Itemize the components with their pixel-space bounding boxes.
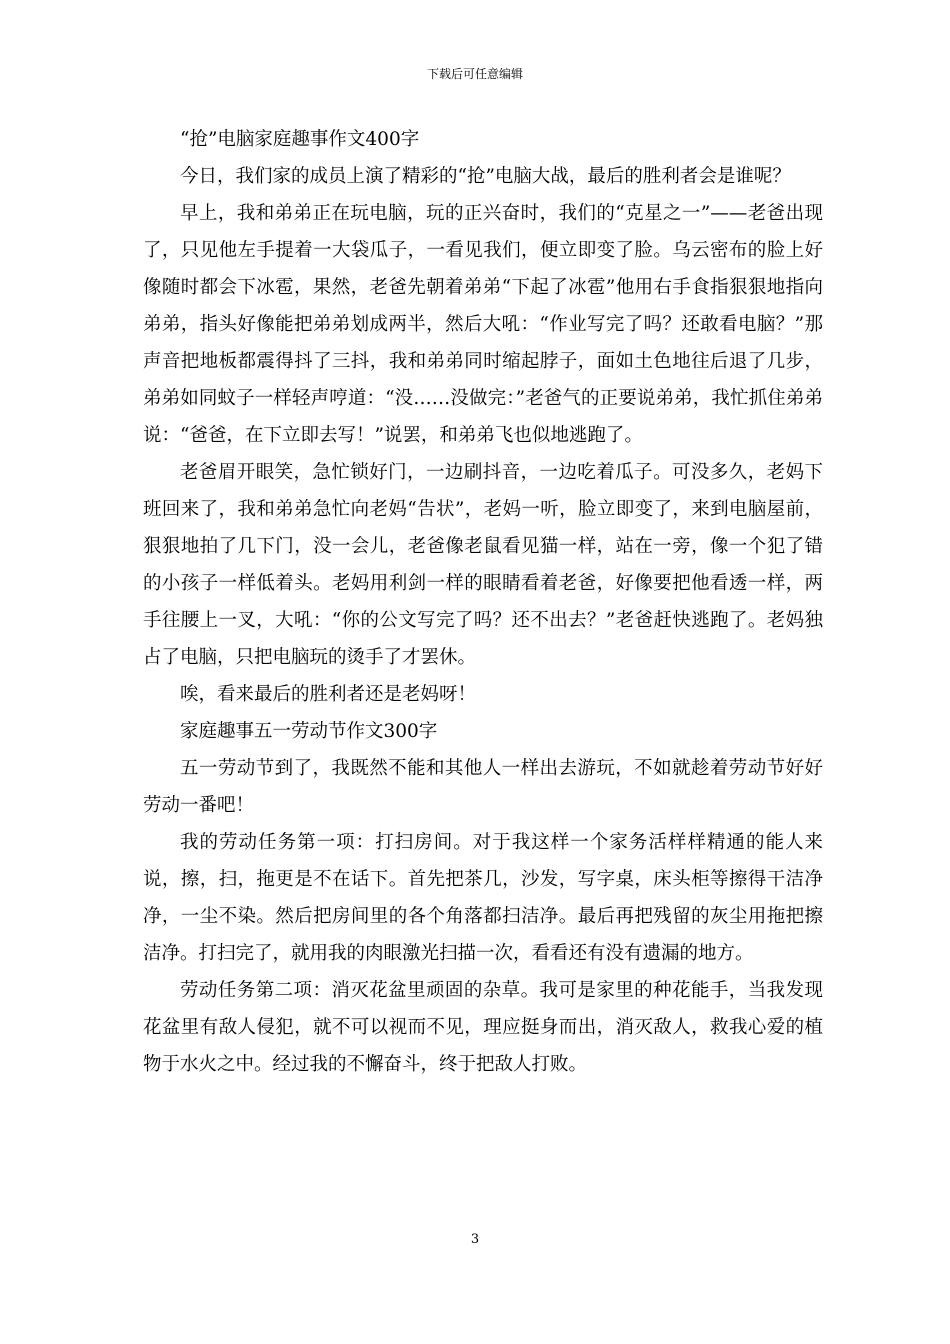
article-1-paragraph-3: 老爸眉开眼笑，急忙锁好门，一边刷抖音，一边吃着瓜子。可没多久，老妈下班回来了，我和弟弟急忙向老妈“告状”，老妈一听，脸立即变了，来到电脑屋前，狠狠地拍了几下门，没一会儿，老爸像老鼠看见猫一样，站在一旁，像一个犯了错的小孩子一样低着头。老妈用利剑一样的眼睛看着老爸，好像要把他看透一样，两手往腰上一叉，大吼：“你的公文写完了吗？还不出去？”老爸赶快逃跑了。老妈独占了电脑，只把电脑玩的烫手了才罢休。 <box>143 462 823 668</box>
article-1-paragraph-4: 唉，看来最后的胜利者还是老妈呀！ <box>180 684 477 705</box>
page-number: 3 <box>470 1232 480 1247</box>
article-2-paragraph-3: 劳动任务第二项：消灭花盆里顽固的杂草。我可是家里的种花能手，当我发现花盆里有敌人侵犯，就不可以视而不见，理应挺身而出，消灭敌人，救我心爱的植物于水火之中。经过我的不懈奋斗，终于把敌人打败。 <box>143 980 823 1075</box>
article-2-paragraph-1: 五一劳动节到了，我既然不能和其他人一样出去游玩，不如就趁着劳动节好好劳动一番吧！ <box>143 758 823 816</box>
article-2-paragraph-2: 我的劳动任务第一项：打扫房间。对于我这样一个家务活样样精通的能人来说，擦，扫，拖更是不在话下。首先把茶几，沙发，写字桌，床头柜等擦得干洁净净，一尘不染。然后把房间里的各个角落都扫洁净。最后再把残留的灰尘用拖把擦洁净。打扫完了，就用我的肉眼激光扫描一次，看看还有没有遗漏的地方。 <box>143 832 823 964</box>
article-1-paragraph-1: 今日，我们家的成员上演了精彩的“抢”电脑大战，最后的胜利者会是谁呢？ <box>180 166 791 187</box>
document-body <box>143 121 823 1083</box>
header-note: 下载后可任意编辑 <box>426 67 523 81</box>
article-2-title: 家庭趣事五一劳动节作文300字 <box>180 721 438 742</box>
article-1-title: “抢”电脑家庭趣事作文400字 <box>180 129 420 150</box>
article-1-paragraph-2: 早上，我和弟弟正在玩电脑，玩的正兴奋时，我们的“克星之一”——老爸出现了，只见他左手提着一大袋瓜子，一看见我们，便立即变了脸。乌云密布的脸上好像随时都会下冰雹，果然，老爸先朝着弟弟“下起了冰雹”他用右手食指狠狠地指向弟弟，指头好像能把弟弟划成两半，然后大吼：“作业写完了吗？还敢看电脑？”那声音把地板都震得抖了三抖，我和弟弟同时缩起脖子，面如土色地往后退了几步，弟弟如同蚊子一样轻声哼道：“没……没做完：”老爸气的正要说弟弟，我忙抓住弟弟说：“爸爸，在下立即去写！”说罢，和弟弟飞也似地逃跑了。 <box>143 203 823 446</box>
